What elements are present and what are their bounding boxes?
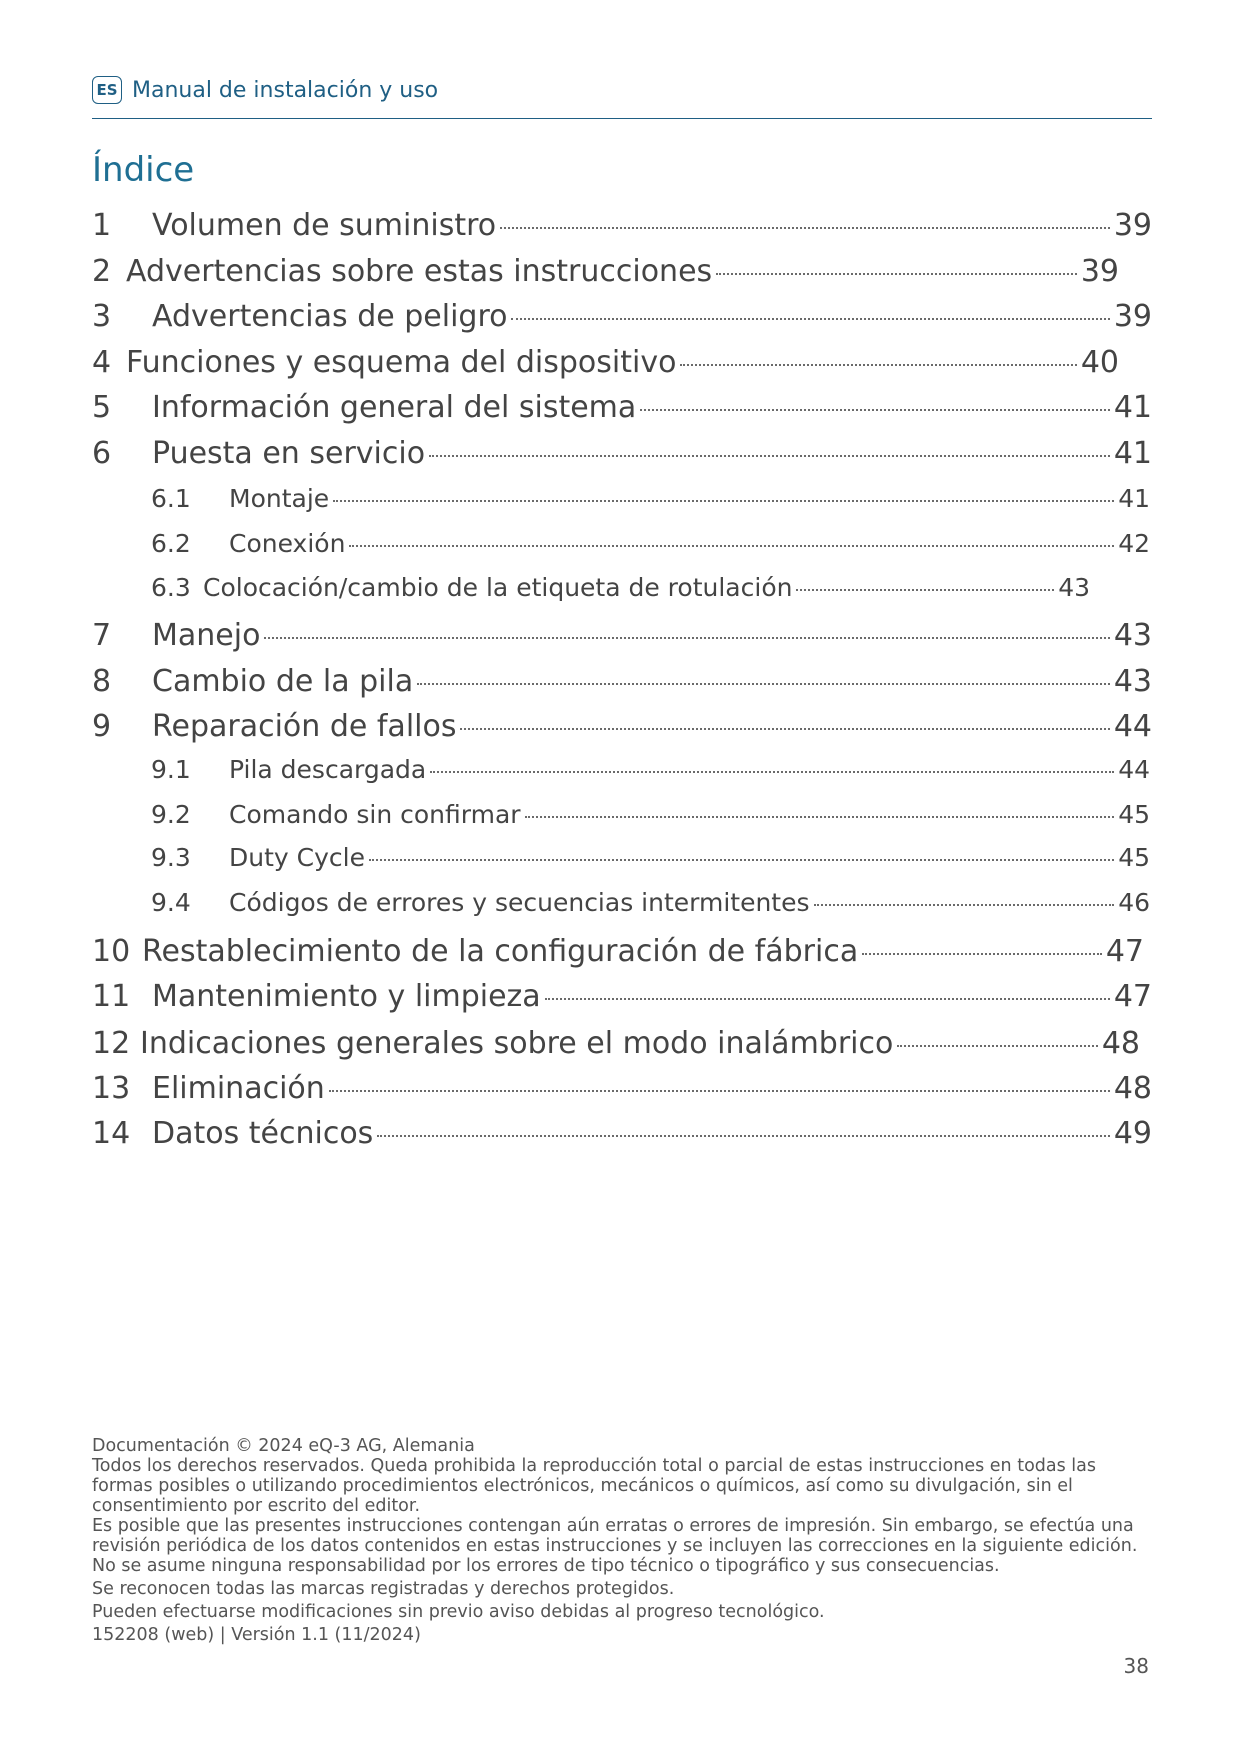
toc-dot-leader — [640, 409, 1110, 411]
toc-entry-number: 9.4 — [151, 888, 191, 917]
toc-entry-page: 42 — [1118, 529, 1150, 558]
toc-entry-page: 45 — [1118, 843, 1150, 872]
toc-entry-title: Funciones y esquema del dispositivo — [126, 345, 677, 380]
toc-entry-number: 6 — [92, 436, 112, 471]
toc-dot-leader — [460, 728, 1109, 730]
toc-entry-page: 39 — [1113, 299, 1152, 334]
toc-entry-page: 39 — [1080, 254, 1119, 289]
toc-entry-number: 12 — [92, 1026, 131, 1061]
toc-entry-page: 48 — [1101, 1026, 1140, 1061]
toc-entry-number: 8 — [92, 664, 112, 699]
toc-entry — [92, 436, 1152, 471]
toc-entry — [151, 573, 1090, 602]
toc-entry-number: 6.2 — [151, 529, 191, 558]
toc-entry — [151, 755, 1150, 784]
toc-entry-title: Duty Cycle — [229, 843, 365, 872]
toc-entry-number: 14 — [92, 1116, 131, 1151]
toc-entry — [92, 979, 1152, 1014]
toc-entry-title: Pila descargada — [229, 755, 427, 784]
toc-entry-page: 43 — [1113, 618, 1152, 653]
toc-entry — [92, 1116, 1152, 1151]
language-badge: ES — [92, 76, 122, 104]
toc-entry-title: Volumen de suministro — [152, 208, 497, 243]
toc-entry-page: 41 — [1113, 436, 1152, 471]
toc-dot-leader — [369, 859, 1114, 861]
toc-entry-title: Información general del sistema — [152, 390, 637, 425]
toc-dot-leader — [716, 273, 1077, 275]
footer-copyright: Documentación © 2024 eQ-3 AG, Alemania — [92, 1436, 475, 1456]
toc-entry-number: 11 — [92, 979, 131, 1014]
toc-entry-number: 9.1 — [151, 755, 191, 784]
toc-dot-leader — [814, 904, 1115, 906]
toc-entry-number: 6.1 — [151, 484, 191, 513]
toc-entry-page: 41 — [1118, 484, 1150, 513]
toc-entry-page: 47 — [1105, 934, 1144, 969]
toc-entry-number: 7 — [92, 618, 112, 653]
footer-trademarks: Se reconocen todas las marcas registradas y derechos protegidos. — [92, 1579, 675, 1599]
toc-entry-title: Advertencias sobre estas instrucciones — [126, 254, 713, 289]
toc-entry — [92, 1071, 1152, 1106]
footer-rights: Todos los derechos reservados. Queda prohibida la reproducción total o parcial de estas instrucciones en todas las formas posibles o utilizando procedimientos electrónicos, mecánicos o químicos, así como su divulgación, sin el consentimiento por escrito del editor. — [92, 1456, 1096, 1516]
toc-entry-page: 45 — [1118, 800, 1150, 829]
toc-entry-title: Eliminación — [152, 1071, 325, 1106]
page-header — [92, 76, 1152, 119]
toc-entry — [92, 618, 1152, 653]
footer-errata: Es posible que las presentes instrucciones contengan aún erratas o errores de impresión. Sin embargo, se efectúa una revisión periódica de los datos contenidos en estas instrucciones y se incluyen las correcciones en la siguiente edición. No se asume ninguna responsabilidad por los errores de tipo técnico o tipográfico y sus consecuencias. — [92, 1516, 1138, 1576]
footer-modifications: Pueden efectuarse modificaciones sin previo aviso debidas al progreso tecnológico. — [92, 1602, 825, 1622]
toc-entry — [151, 529, 1150, 558]
toc-entry-number: 9.3 — [151, 843, 191, 872]
toc-entry — [92, 299, 1152, 334]
toc-entry-title: Reparación de fallos — [152, 709, 457, 744]
toc-entry — [92, 345, 1119, 380]
toc-entry — [151, 484, 1150, 513]
toc-dot-leader — [897, 1045, 1097, 1047]
toc-dot-leader — [511, 318, 1109, 320]
toc-entry-page: 39 — [1113, 208, 1152, 243]
toc-entry-title: Códigos de errores y secuencias intermitentes — [229, 888, 810, 917]
toc-entry-title: Montaje — [229, 484, 330, 513]
toc-entry-page: 46 — [1118, 888, 1150, 917]
toc-entry-title: Manejo — [152, 618, 261, 653]
toc-entry — [92, 709, 1152, 744]
toc-dot-leader — [417, 683, 1110, 685]
toc-entry-number: 4 — [92, 345, 112, 380]
toc-entry-number: 2 — [92, 254, 112, 289]
toc-entry-title: Indicaciones generales sobre el modo inalámbrico — [140, 1026, 894, 1061]
toc-entry-page: 44 — [1118, 755, 1150, 784]
toc-entry — [92, 664, 1152, 699]
toc-dot-leader — [796, 589, 1054, 591]
toc-entry-number: 5 — [92, 390, 112, 425]
toc-entry — [92, 254, 1119, 289]
toc-entry-number: 3 — [92, 299, 112, 334]
page-number: 38 — [1123, 1654, 1149, 1678]
toc-entry-page: 44 — [1113, 709, 1152, 744]
toc-dot-leader — [329, 1090, 1110, 1092]
manual-title: Manual de instalación y uso — [132, 78, 439, 103]
toc-entry-title: Mantenimiento y limpieza — [152, 979, 541, 1014]
toc-heading: Índice — [92, 150, 195, 190]
toc-entry-title: Cambio de la pila — [152, 664, 414, 699]
toc-entry-page: 47 — [1113, 979, 1152, 1014]
toc-entry-number: 9 — [92, 709, 112, 744]
toc-entry-number: 6.3 — [151, 573, 191, 602]
toc-entry-number: 1 — [92, 208, 112, 243]
toc-entry-title: Datos técnicos — [152, 1116, 374, 1151]
toc-entry — [92, 934, 1144, 969]
toc-dot-leader — [862, 953, 1102, 955]
toc-entry-page: 43 — [1058, 573, 1090, 602]
toc-entry-title: Advertencias de peligro — [152, 299, 508, 334]
toc-dot-leader — [500, 227, 1110, 229]
toc-entry-page: 41 — [1113, 390, 1152, 425]
toc-entry — [151, 800, 1150, 829]
toc-entry-page: 49 — [1113, 1116, 1152, 1151]
toc-entry-title: Conexión — [229, 529, 346, 558]
toc-entry — [92, 390, 1152, 425]
toc-entry-number: 10 — [92, 934, 131, 969]
toc-entry-page: 43 — [1113, 664, 1152, 699]
toc-entry — [92, 1026, 1140, 1061]
footer-version: 152208 (web) | Versión 1.1 (11/2024) — [92, 1625, 421, 1645]
toc-entry-title: Comando sin confirmar — [229, 800, 521, 829]
toc-dot-leader — [525, 816, 1115, 818]
toc-entry-title: Colocación/cambio de la etiqueta de rotulación — [203, 573, 793, 602]
toc-dot-leader — [264, 637, 1109, 639]
toc-entry-page: 48 — [1113, 1071, 1152, 1106]
toc-dot-leader — [545, 998, 1110, 1000]
toc-dot-leader — [349, 545, 1114, 547]
toc-dot-leader — [333, 500, 1114, 502]
toc-entry-title: Puesta en servicio — [152, 436, 426, 471]
toc-dot-leader — [430, 771, 1114, 773]
toc-dot-leader — [377, 1135, 1110, 1137]
toc-entry-title: Restablecimiento de la configuración de fábrica — [142, 934, 859, 969]
toc-entry — [151, 888, 1150, 917]
toc-entry-number: 13 — [92, 1071, 131, 1106]
toc-dot-leader — [680, 364, 1076, 366]
toc-entry — [151, 843, 1150, 872]
toc-entry-page: 40 — [1080, 345, 1119, 380]
toc-dot-leader — [429, 455, 1110, 457]
toc-entry-number: 9.2 — [151, 800, 191, 829]
footer-legal — [92, 1436, 1152, 1645]
toc-entry — [92, 208, 1152, 243]
